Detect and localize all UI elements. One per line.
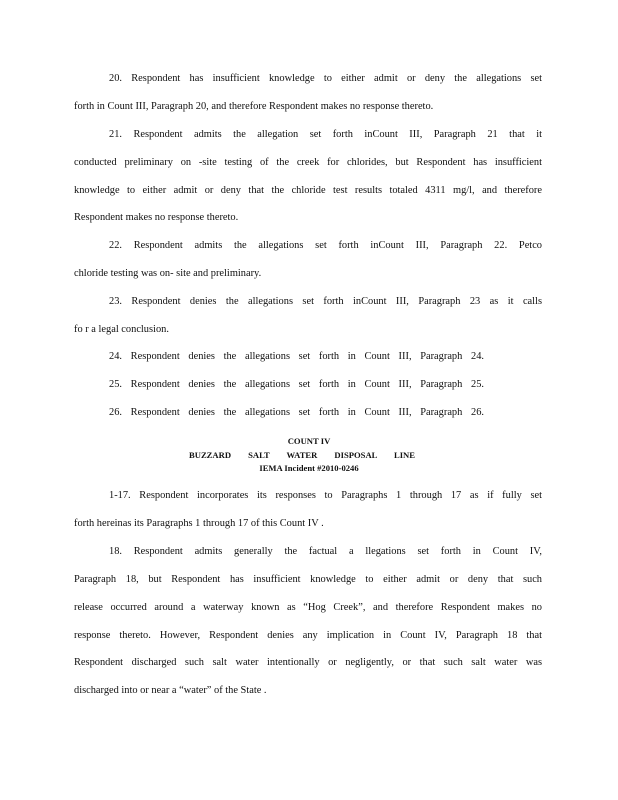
paragraph-18-line-6: discharged into or near a “water” of the State . [74, 685, 267, 696]
heading-word-water: WATER [286, 450, 318, 460]
paragraph-18-line-4: response thereto. However, Respondent denies any implication in Count IV, Paragraph 18 that [74, 630, 542, 641]
paragraph-22-line-1: 22. Respondent admits the allegations set forth inCount III, Paragraph 22. Petco [109, 240, 542, 251]
heading-word-disposal: DISPOSAL [334, 450, 377, 460]
paragraph-1-17-line-2: forth hereinas its Paragraphs 1 through 17 of this Count IV . [74, 518, 324, 529]
paragraph-18-line-1: 18. Respondent admits generally the factual a llegations set forth in Count IV, [109, 546, 542, 557]
paragraph-21-line-4: Respondent makes no response thereto. [74, 212, 239, 223]
heading-word-salt: SALT [248, 450, 270, 460]
paragraph-18-line-2: Paragraph 18, but Respondent has insufficient knowledge to either admit or deny that such [74, 574, 542, 585]
count-heading-line-3: IEMA Incident #2010-0246 [259, 463, 359, 473]
paragraph-20-line-2: forth in Count III, Paragraph 20, and therefore Respondent makes no response thereto. [74, 101, 434, 112]
paragraph-24: 24. Respondent denies the allegations set forth in Count III, Paragraph 24. [109, 351, 484, 362]
paragraph-23-line-2: fo r a legal conclusion. [74, 324, 169, 335]
paragraph-21-line-2: conducted preliminary on -site testing of the creek for chlorides, but Respondent has insufficient [74, 157, 542, 168]
paragraph-25: 25. Respondent denies the allegations set forth in Count III, Paragraph 25. [109, 379, 484, 390]
heading-word-buzzard: BUZZARD [189, 450, 232, 460]
paragraph-18-line-5: Respondent discharged such salt water intentionally or negligently, or that such salt water was [74, 657, 542, 668]
paragraph-23-line-1: 23. Respondent denies the allegations set forth inCount III, Paragraph 23 as it calls [109, 296, 542, 307]
heading-word-line: LINE [393, 450, 415, 460]
paragraph-21-line-3: knowledge to either admit or deny that the chloride test results totaled 4311 mg/l, and therefore [74, 185, 542, 196]
count-heading-line-2 [189, 450, 415, 461]
count-heading-line-1: COUNT IV [287, 436, 331, 446]
paragraph-22-line-2: chloride testing was on- site and preliminary. [74, 268, 262, 279]
paragraph-21-line-1: 21. Respondent admits the allegation set forth inCount III, Paragraph 21 that it [109, 129, 542, 140]
paragraph-1-17-line-1: 1-17. Respondent incorporates its responses to Paragraphs 1 through 17 as if fully set [109, 490, 542, 501]
paragraph-26: 26. Respondent denies the allegations set forth in Count III, Paragraph 26. [109, 407, 484, 418]
paragraph-20-line-1: 20. Respondent has insufficient knowledge to either admit or deny the allegations set [109, 73, 542, 84]
paragraph-18-line-3: release occurred around a waterway known as “Hog Creek”, and therefore Respondent makes no [74, 602, 542, 613]
